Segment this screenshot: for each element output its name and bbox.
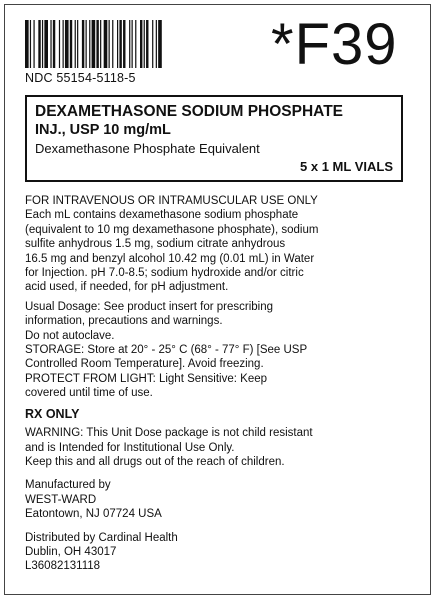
dosage-line: Usual Dosage: See product insert for prescribing [25,300,274,313]
barcode-bar [70,20,72,68]
barcode-bar [89,20,90,68]
barcode-bar [75,20,76,68]
barcode-bar [42,20,43,68]
autoclave-note: Do not autoclave. [25,329,115,342]
distributor-line: Distributed by Cardinal Health [25,531,178,544]
rx-only: RX ONLY [25,406,80,421]
label-body [25,194,425,574]
drug-name: DEXAMETHASONE SODIUM PHOSPHATE [35,103,344,120]
barcode-bar [59,20,60,68]
barcode-bar [96,20,98,68]
barcode-bar [109,20,110,68]
barcode-bar [30,20,31,68]
barcode-bar [65,20,69,68]
barcode-bar [112,20,113,68]
barcode-bar [25,20,29,68]
composition-line: acid used, if needed, for pH adjustment. [25,281,229,294]
barcode-bar [38,20,40,68]
barcode-bar [158,20,162,68]
product-title-box [25,95,403,182]
barcode-bar [135,20,136,68]
storage-line: Controlled Room Temperature]. Avoid freezing. [25,358,264,371]
barcode-bar [77,20,78,68]
barcode-bar [104,20,108,68]
composition-line: for Injection. pH 7.0-8.5; sodium hydroxide and/or citric [25,267,304,280]
barcode-bar [82,20,84,68]
warning-line: WARNING: This Unit Dose package is not child resistant [25,427,313,440]
dosage-line: information, precautions and warnings. [25,315,223,328]
composition-line: (equivalent to 10 mg dexamethasone phosphate), sodium [25,223,319,236]
storage-line: STORAGE: Store at 20° - 25° C (68° - 77° F) [See USP [25,344,308,357]
warning-line: Keep this and all drugs out of the reach of children. [25,455,285,468]
product-code: *F39 [271,12,398,77]
protect-line: covered until time of use. [25,387,153,400]
barcode-bar [53,20,55,68]
barcode-bar [146,20,148,68]
warning-line: and is Intended for Institutional Use Only. [25,441,235,454]
manufacturer-line: Manufactured by [25,479,111,492]
barcode-bar [44,20,48,68]
barcode-bar [86,20,87,68]
composition-line: sulfite anhydrous 1.5 mg, sodium citrate anhydrous [25,238,286,251]
composition-line: Each mL contains dexamethasone sodium phosphate [25,209,299,222]
ndc-number: NDC 55154-5118-5 [25,71,136,85]
manufacturer-line: WEST-WARD [25,493,97,506]
composition-line: 16.5 mg and benzyl alcohol 10.42 mg (0.01 mL) in Water [25,252,315,265]
barcode-bar [140,20,142,68]
barcode-bar [132,20,133,68]
barcode-bar [63,20,64,68]
drug-strength: INJ., USP 10 mg/mL [35,122,171,138]
distributor-line: Dublin, OH 43017 [25,545,117,558]
barcode-bar [100,20,101,68]
barcode-bar [144,20,145,68]
barcode-bar [92,20,96,68]
barcode-bar [119,20,121,68]
route-statement: FOR INTRAVENOUS OR INTRAMUSCULAR USE ONLY [25,195,318,207]
package-size: 5 x 1 ML VIALS [300,159,393,174]
manufacturer-line: Eatontown, NJ 07724 USA [25,508,162,521]
protect-line: PROTECT FROM LIGHT: Light Sensitive: Keep [25,372,268,385]
barcode-bar [156,20,157,68]
barcode-bar [33,20,34,68]
barcode-bar [152,20,153,68]
drug-equivalent: Dexamethasone Phosphate Equivalent [35,141,260,156]
drug-label [4,4,431,595]
barcode [25,20,163,68]
barcode-bar [50,20,51,68]
barcode-bar [117,20,118,68]
lot-code: L36082131118 [25,560,101,573]
barcode-bar [129,20,130,68]
barcode-bar [123,20,125,68]
